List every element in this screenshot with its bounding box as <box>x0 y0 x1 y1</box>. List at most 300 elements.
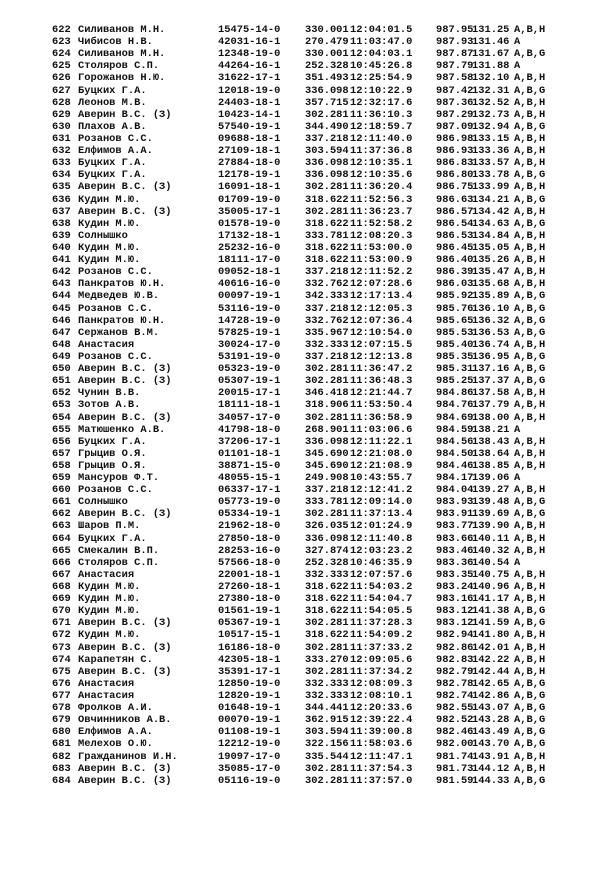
score: 137.16 <box>472 363 510 376</box>
score: 134.63 <box>472 217 510 230</box>
owner-name: Аверин В.С. (З) <box>78 375 172 388</box>
row-number: 642 <box>52 266 71 279</box>
owner-name: Анастасия <box>78 568 135 581</box>
ring-id: 27260-18-1 <box>218 581 281 594</box>
arrival-time: 12:01:24.9 <box>350 520 413 533</box>
speed: 985.76 <box>436 302 474 315</box>
row-number: 640 <box>52 241 71 254</box>
table-row <box>0 254 600 266</box>
table-row <box>0 545 600 557</box>
score: 132.52 <box>472 96 510 109</box>
arrival-time: 11:36:48.3 <box>350 375 413 388</box>
row-number: 625 <box>52 60 71 73</box>
owner-name: Буцких Г.А. <box>78 435 147 448</box>
score: 135.89 <box>472 290 510 303</box>
arrival-time: 11:39:00.8 <box>350 726 413 739</box>
speed: 984.46 <box>436 459 474 472</box>
table-row <box>0 375 600 387</box>
owner-name: Столяров С.П. <box>78 60 160 73</box>
distance: 336.098 <box>305 532 349 545</box>
distance: 357.715 <box>305 96 349 109</box>
distance: 302.281 <box>305 108 349 121</box>
ring-id: 38871-15-0 <box>218 459 281 472</box>
owner-name: Мелехов О.Ю. <box>78 738 153 751</box>
distance: 351.493 <box>305 72 349 85</box>
owner-name: Леонов М.В. <box>78 96 147 109</box>
ring-id: 27850-18-0 <box>218 532 281 545</box>
arrival-time: 11:36:23.7 <box>350 205 413 218</box>
score: 138.43 <box>472 435 510 448</box>
arrival-time: 12:08:09.3 <box>350 677 413 690</box>
arrival-time: 11:36:47.2 <box>350 363 413 376</box>
ring-id: 35005-17-1 <box>218 205 281 218</box>
speed: 987.79 <box>436 60 474 73</box>
row-number: 675 <box>52 665 71 678</box>
table-row <box>0 714 600 726</box>
speed: 985.25 <box>436 375 474 388</box>
flags: A,B,H <box>514 96 546 109</box>
speed: 986.40 <box>436 254 474 267</box>
flags: A,B,G <box>514 508 546 521</box>
flags: A,B,G <box>514 193 546 206</box>
ring-id: 44264-16-1 <box>218 60 281 73</box>
flags: A,B,H <box>514 338 546 351</box>
ring-id: 05307-19-1 <box>218 375 281 388</box>
ring-id: 12850-19-0 <box>218 677 281 690</box>
arrival-time: 11:37:28.3 <box>350 617 413 630</box>
speed: 986.83 <box>436 157 474 170</box>
score: 133.78 <box>472 169 510 182</box>
score: 131.46 <box>472 36 510 49</box>
ring-id: 05334-19-1 <box>218 508 281 521</box>
arrival-time: 12:08:20.3 <box>350 229 413 242</box>
ring-id: 10517-15-1 <box>218 629 281 642</box>
arrival-time: 12:11:40.8 <box>350 532 413 545</box>
row-number: 653 <box>52 399 71 412</box>
ring-id: 12018-19-0 <box>218 84 281 97</box>
flags: A,B,H <box>514 266 546 279</box>
row-number: 682 <box>52 750 71 763</box>
speed: 987.95 <box>436 24 474 36</box>
owner-name: Аверин В.С. (З) <box>78 181 172 194</box>
speed: 987.93 <box>436 36 474 49</box>
ring-id: 05116-19-0 <box>218 774 281 787</box>
row-number: 659 <box>52 472 71 485</box>
arrival-time: 11:52:58.2 <box>350 217 413 230</box>
flags: A,B,G <box>514 217 546 230</box>
row-number: 666 <box>52 556 71 569</box>
ring-id: 01108-19-1 <box>218 726 281 739</box>
table-row <box>0 581 600 593</box>
distance: 336.098 <box>305 84 349 97</box>
row-number: 637 <box>52 205 71 218</box>
ring-id: 37206-17-1 <box>218 435 281 448</box>
flags: A,B,G <box>514 290 546 303</box>
speed: 986.80 <box>436 169 474 182</box>
owner-name: Зотов А.В. <box>78 399 141 412</box>
score: 136.95 <box>472 350 510 363</box>
score: 139.27 <box>472 484 510 497</box>
arrival-time: 12:07:57.6 <box>350 568 413 581</box>
distance: 318.622 <box>305 581 349 594</box>
distance: 302.281 <box>305 508 349 521</box>
row-number: 658 <box>52 459 71 472</box>
table-row <box>0 48 600 60</box>
table-row <box>0 290 600 302</box>
table-row <box>0 666 600 678</box>
flags: A,B,G <box>514 350 546 363</box>
score: 136.10 <box>472 302 510 315</box>
table-row <box>0 654 600 666</box>
score: 142.22 <box>472 653 510 666</box>
flags: A,B,H <box>514 459 546 472</box>
speed: 986.53 <box>436 229 474 242</box>
distance: 332.333 <box>305 338 349 351</box>
speed: 983.35 <box>436 568 474 581</box>
speed: 983.16 <box>436 593 474 606</box>
distance: 302.281 <box>305 411 349 424</box>
flags: A,B,H <box>514 762 546 775</box>
table-row <box>0 145 600 157</box>
owner-name: Грыцив О.Я. <box>78 459 147 472</box>
flags: A,B,H <box>514 641 546 654</box>
distance: 318.906 <box>305 399 349 412</box>
score: 138.00 <box>472 411 510 424</box>
flags: A,B,G <box>514 120 546 133</box>
speed: 987.87 <box>436 48 474 61</box>
score: 142.01 <box>472 641 510 654</box>
distance: 302.281 <box>305 641 349 654</box>
table-row <box>0 278 600 290</box>
distance: 318.622 <box>305 254 349 267</box>
distance: 302.281 <box>305 375 349 388</box>
flags: A,B,H <box>514 181 546 194</box>
arrival-time: 11:37:57.0 <box>350 774 413 787</box>
arrival-time: 12:21:08.0 <box>350 447 413 460</box>
owner-name: Аверин В.С. (З) <box>78 363 172 376</box>
arrival-time: 11:37:33.2 <box>350 641 413 654</box>
owner-name: Горожанов Н.Ю. <box>78 72 166 85</box>
distance: 302.281 <box>305 181 349 194</box>
flags: A,B,H <box>514 278 546 291</box>
table-row <box>0 72 600 84</box>
owner-name: Розанов С.С. <box>78 350 153 363</box>
speed: 981.74 <box>436 750 474 763</box>
score: 137.37 <box>472 375 510 388</box>
owner-name: Буцких Г.А. <box>78 532 147 545</box>
table-row <box>0 484 600 496</box>
score: 132.94 <box>472 120 510 133</box>
row-number: 654 <box>52 411 71 424</box>
owner-name: Смекалин В.П. <box>78 544 160 557</box>
owner-name: Кудин М.Ю. <box>78 605 141 618</box>
ring-id: 12212-19-0 <box>218 738 281 751</box>
arrival-time: 12:12:05.3 <box>350 302 413 315</box>
row-number: 650 <box>52 363 71 376</box>
distance: 303.594 <box>305 726 349 739</box>
table-row <box>0 242 600 254</box>
score: 142.65 <box>472 677 510 690</box>
owner-name: Грыцив О.Я. <box>78 447 147 460</box>
owner-name: Розанов С.С. <box>78 132 153 145</box>
row-number: 661 <box>52 496 71 509</box>
row-number: 684 <box>52 774 71 787</box>
owner-name: Солнышко <box>78 496 128 509</box>
speed: 986.03 <box>436 278 474 291</box>
owner-name: Мансуров Ф.Т. <box>78 472 160 485</box>
row-number: 636 <box>52 193 71 206</box>
owner-name: Анастасия <box>78 338 135 351</box>
score: 133.99 <box>472 181 510 194</box>
ring-id: 01709-19-0 <box>218 193 281 206</box>
arrival-time: 12:10:22.9 <box>350 84 413 97</box>
owner-name: Аверин В.С. (З) <box>78 665 172 678</box>
speed: 984.56 <box>436 435 474 448</box>
arrival-time: 12:25:54.9 <box>350 72 413 85</box>
flags: A,B,G <box>514 363 546 376</box>
score: 139.06 <box>472 472 510 485</box>
distance: 327.874 <box>305 544 349 557</box>
distance: 333.781 <box>305 496 349 509</box>
owner-name: Анастасия <box>78 690 135 703</box>
score: 139.90 <box>472 520 510 533</box>
table-row <box>0 605 600 617</box>
score: 132.31 <box>472 84 510 97</box>
score: 134.84 <box>472 229 510 242</box>
distance: 337.218 <box>305 484 349 497</box>
arrival-time: 12:11:22.1 <box>350 435 413 448</box>
row-number: 674 <box>52 653 71 666</box>
arrival-time: 12:21:08.9 <box>350 459 413 472</box>
arrival-time: 11:37:13.4 <box>350 508 413 521</box>
arrival-time: 12:09:05.6 <box>350 653 413 666</box>
row-number: 630 <box>52 120 71 133</box>
speed: 986.39 <box>436 266 474 279</box>
table-row <box>0 169 600 181</box>
score: 134.21 <box>472 193 510 206</box>
arrival-time: 11:53:50.4 <box>350 399 413 412</box>
table-row <box>0 424 600 436</box>
owner-name: Аверин В.С. (З) <box>78 508 172 521</box>
speed: 981.59 <box>436 774 474 787</box>
flags: A,B,H <box>514 411 546 424</box>
distance: 344.490 <box>305 120 349 133</box>
arrival-time: 12:10:35.1 <box>350 157 413 170</box>
owner-name: Чибисов Н.В. <box>78 36 153 49</box>
owner-name: Розанов С.С. <box>78 266 153 279</box>
ring-id: 18111-17-0 <box>218 254 281 267</box>
arrival-time: 11:54:05.5 <box>350 605 413 618</box>
arrival-time: 12:08:10.1 <box>350 690 413 703</box>
distance: 303.594 <box>305 145 349 158</box>
distance: 336.098 <box>305 157 349 170</box>
speed: 986.93 <box>436 145 474 158</box>
owner-name: Столяров С.П. <box>78 556 160 569</box>
flags: A,B,G <box>514 48 546 61</box>
table-row <box>0 399 600 411</box>
flags: A,B,G <box>514 714 546 727</box>
row-number: 624 <box>52 48 71 61</box>
distance: 268.901 <box>305 423 349 436</box>
score: 133.15 <box>472 132 510 145</box>
flags: A,B,H <box>514 447 546 460</box>
owner-name: Панкратов Ю.Н. <box>78 278 166 291</box>
distance: 332.333 <box>305 690 349 703</box>
table-row <box>0 339 600 351</box>
ring-id: 05367-19-1 <box>218 617 281 630</box>
row-number: 638 <box>52 217 71 230</box>
table-row <box>0 533 600 545</box>
arrival-time: 12:18:59.7 <box>350 120 413 133</box>
table-row <box>0 315 600 327</box>
owner-name: Чунин В.В. <box>78 387 141 400</box>
table-row <box>0 266 600 278</box>
table-row <box>0 738 600 750</box>
arrival-time: 11:36:20.4 <box>350 181 413 194</box>
ring-id: 30024-17-0 <box>218 338 281 351</box>
table-row <box>0 351 600 363</box>
arrival-time: 11:36:10.3 <box>350 108 413 121</box>
owner-name: Панкратов Ю.Н. <box>78 314 166 327</box>
ring-id: 05773-19-0 <box>218 496 281 509</box>
distance: 322.156 <box>305 738 349 751</box>
distance: 333.270 <box>305 653 349 666</box>
row-number: 627 <box>52 84 71 97</box>
distance: 270.479 <box>305 36 349 49</box>
owner-name: Сержанов В.М. <box>78 326 160 339</box>
owner-name: Матюшенко А.В. <box>78 423 166 436</box>
flags: A,B,G <box>514 774 546 787</box>
distance: 318.622 <box>305 593 349 606</box>
arrival-time: 12:17:13.4 <box>350 290 413 303</box>
arrival-time: 10:45:26.8 <box>350 60 413 73</box>
score: 139.48 <box>472 496 510 509</box>
owner-name: Кудин М.Ю. <box>78 241 141 254</box>
arrival-time: 11:54:04.7 <box>350 593 413 606</box>
speed: 984.59 <box>436 423 474 436</box>
arrival-time: 10:46:35.9 <box>350 556 413 569</box>
score: 140.11 <box>472 532 510 545</box>
ring-id: 00070-19-1 <box>218 714 281 727</box>
table-row <box>0 520 600 532</box>
flags: A <box>514 472 521 485</box>
ring-id: 27884-18-0 <box>218 157 281 170</box>
ring-id: 31622-17-1 <box>218 72 281 85</box>
ring-id: 01101-18-1 <box>218 447 281 460</box>
arrival-time: 11:37:34.2 <box>350 665 413 678</box>
speed: 986.45 <box>436 241 474 254</box>
ring-id: 15475-14-0 <box>218 24 281 36</box>
ring-id: 21962-18-0 <box>218 520 281 533</box>
distance: 362.915 <box>305 714 349 727</box>
row-number: 635 <box>52 181 71 194</box>
distance: 318.622 <box>305 193 349 206</box>
table-row <box>0 387 600 399</box>
ring-id: 40616-16-0 <box>218 278 281 291</box>
row-number: 634 <box>52 169 71 182</box>
arrival-time: 12:12:13.8 <box>350 350 413 363</box>
owner-name: Аверин В.С. (З) <box>78 617 172 630</box>
owner-name: Аверин В.С. (З) <box>78 762 172 775</box>
row-number: 683 <box>52 762 71 775</box>
score: 135.47 <box>472 266 510 279</box>
flags: A,B,H <box>514 581 546 594</box>
arrival-time: 12:11:47.1 <box>350 750 413 763</box>
speed: 983.12 <box>436 617 474 630</box>
score: 143.70 <box>472 738 510 751</box>
speed: 985.92 <box>436 290 474 303</box>
flags: A,B,G <box>514 738 546 751</box>
flags: A,B,H <box>514 387 546 400</box>
flags: A,B,H <box>514 653 546 666</box>
distance: 335.967 <box>305 326 349 339</box>
flags: A,B,H <box>514 229 546 242</box>
owner-name: Гражданинов И.Н. <box>78 750 178 763</box>
distance: 302.281 <box>305 665 349 678</box>
speed: 987.42 <box>436 84 474 97</box>
arrival-time: 12:11:52.2 <box>350 266 413 279</box>
arrival-time: 12:11:40.0 <box>350 132 413 145</box>
ring-id: 28253-16-0 <box>218 544 281 557</box>
ring-id: 16186-18-0 <box>218 641 281 654</box>
owner-name: Аверин В.С. (З) <box>78 108 172 121</box>
ring-id: 57540-19-1 <box>218 120 281 133</box>
distance: 346.418 <box>305 387 349 400</box>
table-row <box>0 702 600 714</box>
owner-name: Овчинников А.В. <box>78 714 172 727</box>
flags: A,B,H <box>514 241 546 254</box>
owner-name: Кудин М.Ю. <box>78 629 141 642</box>
speed: 986.63 <box>436 193 474 206</box>
score: 144.33 <box>472 774 510 787</box>
score: 143.91 <box>472 750 510 763</box>
table-row <box>0 327 600 339</box>
row-number: 665 <box>52 544 71 557</box>
speed: 983.12 <box>436 605 474 618</box>
table-row <box>0 157 600 169</box>
speed: 982.00 <box>436 738 474 751</box>
row-number: 677 <box>52 690 71 703</box>
owner-name: Кудин М.Ю. <box>78 193 141 206</box>
score: 141.38 <box>472 605 510 618</box>
arrival-time: 11:03:06.6 <box>350 423 413 436</box>
owner-name: Солнышко <box>78 229 128 242</box>
flags: A,B,G <box>514 314 546 327</box>
score: 139.69 <box>472 508 510 521</box>
speed: 987.58 <box>436 72 474 85</box>
table-row <box>0 557 600 569</box>
flags: A,B,G <box>514 326 546 339</box>
arrival-time: 12:32:17.6 <box>350 96 413 109</box>
score: 135.68 <box>472 278 510 291</box>
flags: A,B,H <box>514 132 546 145</box>
arrival-time: 11:58:03.6 <box>350 738 413 751</box>
ring-id: 10423-14-1 <box>218 108 281 121</box>
distance: 337.218 <box>305 302 349 315</box>
distance: 252.328 <box>305 556 349 569</box>
speed: 982.46 <box>436 726 474 739</box>
owner-name: Карапетян С. <box>78 653 153 666</box>
ring-id: 41798-18-0 <box>218 423 281 436</box>
arrival-time: 12:03:23.2 <box>350 544 413 557</box>
ring-id: 42031-16-1 <box>218 36 281 49</box>
arrival-time: 11:03:47.0 <box>350 36 413 49</box>
flags: A,B,H <box>514 520 546 533</box>
row-number: 641 <box>52 254 71 267</box>
distance: 252.328 <box>305 60 349 73</box>
score: 131.67 <box>472 48 510 61</box>
score: 140.32 <box>472 544 510 557</box>
